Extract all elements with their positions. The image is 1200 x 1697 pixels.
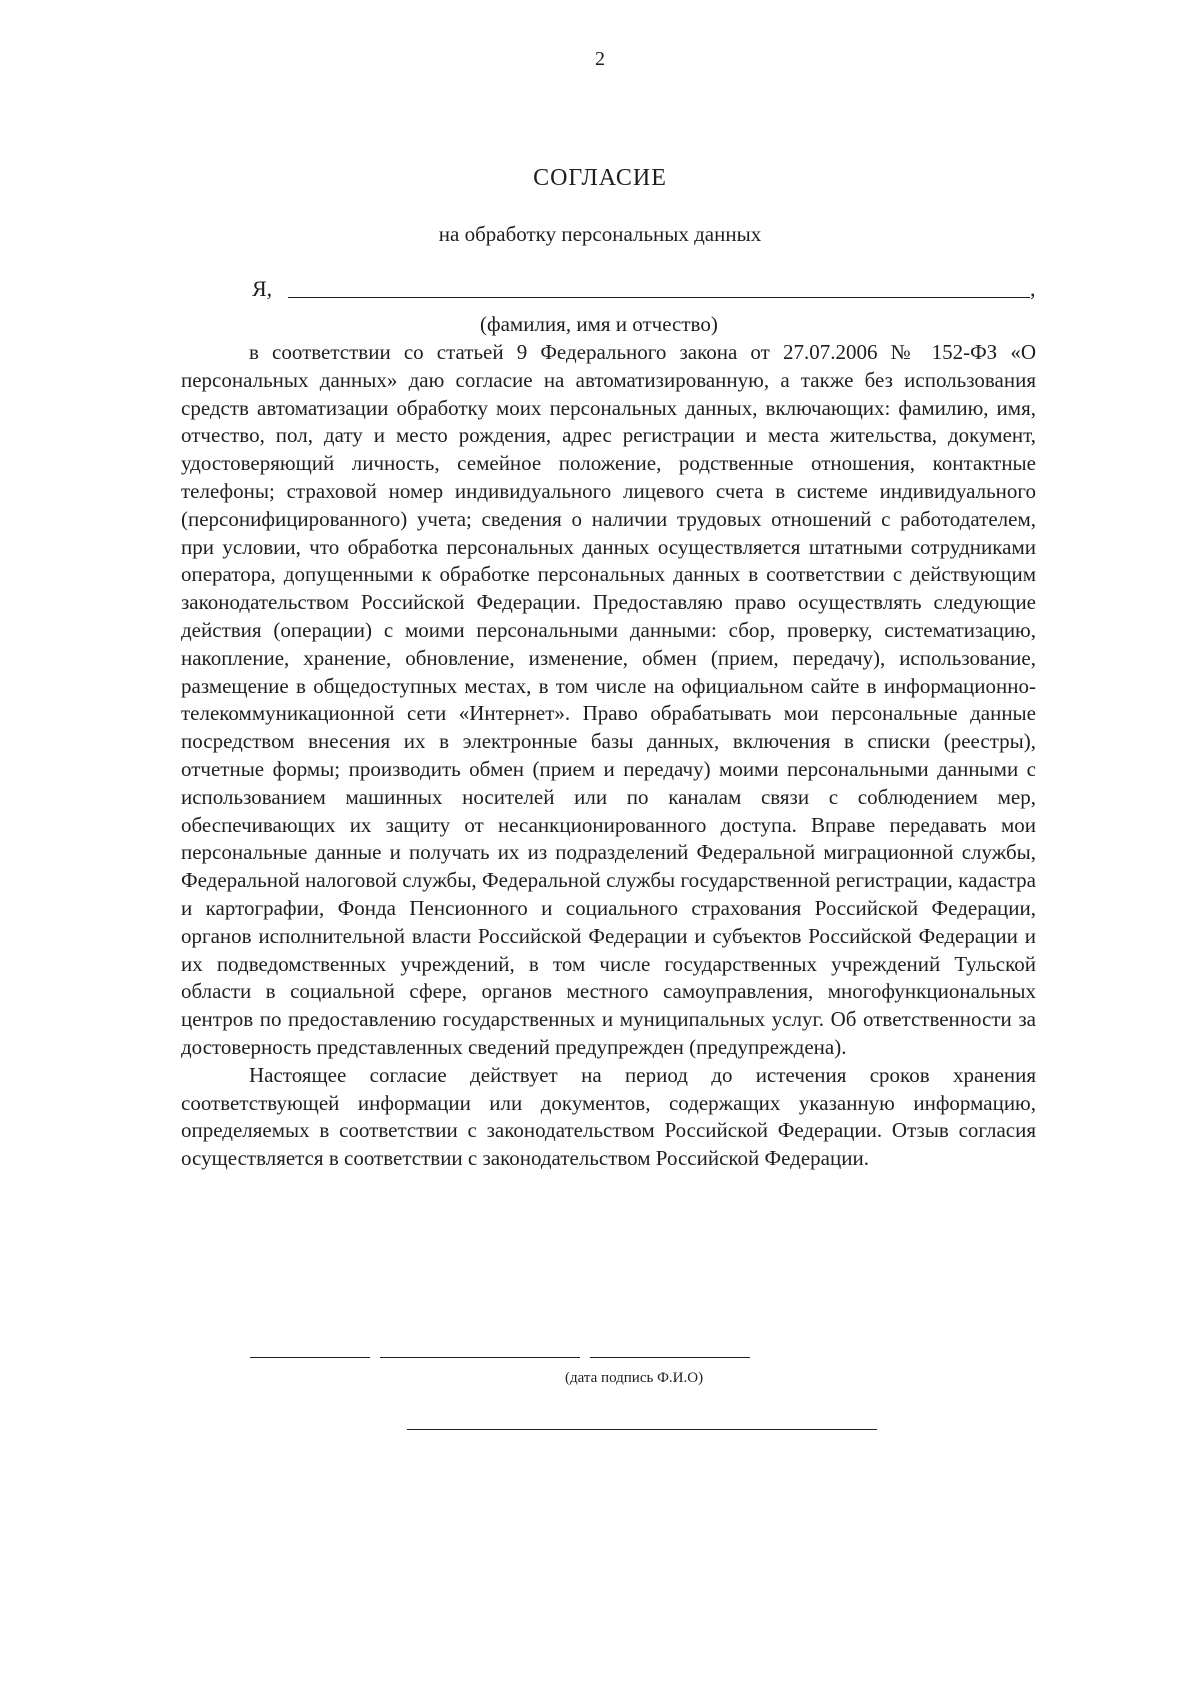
consent-paragraph-main: в соответствии со статьей 9 Федерального закона от 27.07.2006 № 152-ФЗ «О персональных данных» даю согласие на автоматизированную, а также без использования средств автоматизации обработку моих персональных данных, включающих: фамилию, имя, отчество, пол, дату и место рождения, адрес регистрации и места жительства, документ, удостоверяющий личность, семейное положение, родственные отношения, контактные телефоны; страховой номер индивидуального лицевого счета в системе индивидуального (персонифицированного) учета; сведения о наличии трудовых отношений с работодателем, при условии, что обработка персональных данных осуществляется штатными сотрудниками оператора, допущенными к обработке персональных данных в соответствии с действующим законодательством Российской Федерации. Предоставляю право осуществлять следующие действия (операции) с моими персональными данными: сбор, проверку, систематизацию, накопление, хранение, обновление, изменение, обмен (прием, передачу), использование, размещение в общедоступных местах, в том числе на официальном сайте в информационно-телекоммуникационной сети «Интернет». Право обрабатывать мои персональные данные посредством внесения их в электронные базы данных, включения в списки (реестры), отчетные формы; производить обмен (прием и передачу) моими персональными данными с использованием машинных носителей или по каналам связи с соблюдением мер, обеспечивающих их защиту от несанкционированного доступа. Вправе передавать мои персональные данные и получать их из подразделений Федеральной миграционной службы, Федеральной налоговой службы, Федеральной службы государственной регистрации, кадастра и картографии, Фонда Пенсионного и социального страхования Российской Федерации, органов исполнительной власти Российской Федерации и субъектов Российской Федерации и их подведомственных учреждений, в том числе государственных учреждений Тульской области в социальной сфере, органов местного самоуправления, многофункциональных центров по предоставлению государственных и муниципальных услуг. Об ответственности за достоверность представленных сведений предупрежден (предупреждена). [181,340,1036,1059]
name-field-hint: (фамилия, имя и отчество) [480,312,718,336]
consent-body [181,339,1036,1173]
name-fill-line [252,276,1042,306]
signature-blank-field[interactable] [380,1357,580,1358]
document-subtitle: на обработку персональных данных [438,222,762,246]
document-title: СОГЛАСИЕ [533,165,667,191]
name-line-prefix: Я, [252,276,273,301]
consent-paragraph-validity: Настоящее согласие действует на период до истечения сроков хранения соответствующей информации или документов, содержащих указанную информацию, определяемых в соответствии с законодательством Российской Федерации. Отзыв согласия осуществляется в соответствии с законодательством Российской Федерации. [181,1062,1036,1171]
page-number: 2 [595,48,605,70]
bottom-blank-line[interactable] [407,1429,877,1430]
name-line-suffix: , [1030,276,1036,301]
name-blank-field[interactable] [288,297,1030,298]
fio-blank-field[interactable] [590,1357,750,1358]
signature-lines [250,1357,790,1361]
date-blank-field[interactable] [250,1357,370,1358]
signature-caption: (дата подпись Ф.И.О) [565,1370,704,1386]
